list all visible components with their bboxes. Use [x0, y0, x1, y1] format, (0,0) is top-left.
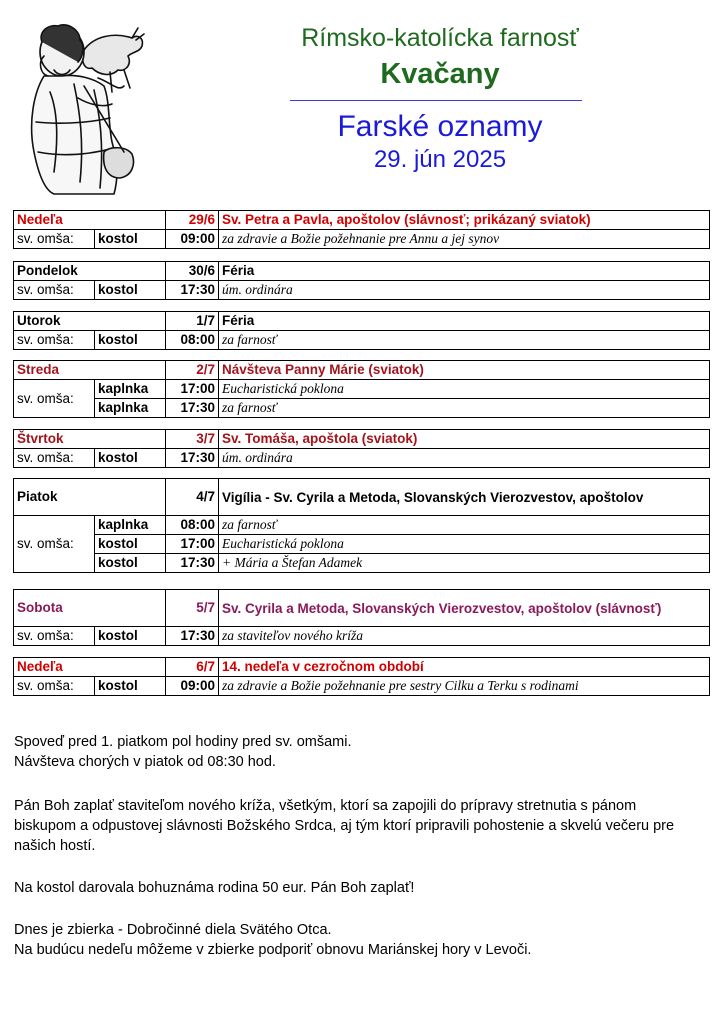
day-block-tuesday: [13, 311, 710, 350]
mass-intention: za zdravie a Božie požehnanie pre Annu a jej synov: [219, 230, 710, 249]
mass-time: 08:00: [166, 516, 219, 535]
thanks-note: Pán Boh zaplať staviteľom nového kríža, všetkým, ktorí sa zapojili do prípravy stretnutia s pánom biskupom a odpustovej slávnosti Božského Srdca, aj tým ktorí pripravili pohostenie a skvelú večeru pre našich hostí.: [14, 798, 675, 854]
mass-time: 17:00: [166, 380, 219, 399]
mass-intention: Eucharistická poklona: [219, 535, 710, 554]
day-date: 4/7: [166, 479, 219, 516]
mass-label: sv. omša:: [14, 627, 95, 646]
mass-label: sv. omša:: [14, 230, 95, 249]
mass-intention: za zdravie a Božie požehnanie pre sestry Cilku a Terku s rodinami: [219, 677, 710, 696]
mass-time: 09:00: [166, 230, 219, 249]
confession-note: Spoveď pred 1. piatkom pol hodiny pred sv. omšami.: [14, 734, 352, 750]
mass-label: sv. omša:: [14, 281, 95, 300]
day-name: Pondelok: [14, 262, 166, 281]
mass-label: sv. omša:: [14, 380, 95, 418]
mass-label: sv. omša:: [14, 331, 95, 350]
mass-intention: úm. ordinára: [219, 449, 710, 468]
mass-place: kostol: [95, 677, 166, 696]
day-feast: Vigília - Sv. Cyrila a Metoda, Slovanských Vierozvestov, apoštolov: [219, 479, 710, 516]
day-date: 5/7: [166, 590, 219, 627]
mass-intention: úm. ordinára: [219, 281, 710, 300]
mass-place: kostol: [95, 281, 166, 300]
mass-label: sv. omša:: [14, 677, 95, 696]
mass-label: sv. omša:: [14, 516, 95, 573]
day-name: Sobota: [14, 590, 166, 627]
mass-time: 17:30: [166, 627, 219, 646]
day-feast: 14. nedeľa v cezročnom období: [219, 658, 710, 677]
donation-note: Na kostol darovala bohuznáma rodina 50 eur. Pán Boh zaplať!: [14, 880, 415, 896]
collection-note: Dnes je zbierka - Dobročinné diela Svätého Otca.: [14, 922, 332, 938]
announcements-title: Farské oznamy: [337, 110, 543, 143]
mass-intention: za staviteľov nového kríža: [219, 627, 710, 646]
mass-place: kaplnka: [95, 399, 166, 418]
mass-time: 17:30: [166, 399, 219, 418]
day-name: Utorok: [14, 312, 166, 331]
mass-place: kostol: [95, 449, 166, 468]
day-date: 6/7: [166, 658, 219, 677]
mass-place: kostol: [95, 331, 166, 350]
mass-place: kostol: [95, 535, 166, 554]
sick-visit-note: Návšteva chorých v piatok od 08:30 hod.: [14, 754, 276, 770]
day-feast: Návšteva Panny Márie (sviatok): [219, 361, 710, 380]
day-name: Nedeľa: [14, 658, 166, 677]
day-date: 3/7: [166, 430, 219, 449]
next-collection-note: Na budúcu nedeľu môžeme v zbierke podporiť obnovu Mariánskej hory v Levoči.: [14, 942, 532, 958]
mass-time: 17:00: [166, 535, 219, 554]
day-date: 2/7: [166, 361, 219, 380]
header-divider: [290, 100, 582, 101]
day-name: Streda: [14, 361, 166, 380]
mass-intention: Eucharistická poklona: [219, 380, 710, 399]
mass-place: kostol: [95, 554, 166, 573]
day-block-thursday: [13, 429, 710, 468]
parish-name: Rímsko-katolícka farnosť: [301, 24, 579, 52]
day-name: Nedeľa: [14, 211, 166, 230]
day-block-wednesday: [13, 360, 710, 418]
day-block-saturday: [13, 589, 710, 646]
mass-intention: + Mária a Štefan Adamek: [219, 554, 710, 573]
announcements-date: 29. jún 2025: [373, 146, 507, 173]
day-name: Piatok: [14, 479, 166, 516]
mass-place: kaplnka: [95, 516, 166, 535]
mass-label: sv. omša:: [14, 449, 95, 468]
day-block-monday: [13, 261, 710, 300]
good-shepherd-with-lamb-icon: [14, 12, 149, 197]
mass-time: 17:30: [166, 449, 219, 468]
day-feast: Féria: [219, 262, 710, 281]
mass-intention: za farnosť: [219, 331, 710, 350]
day-feast: Féria: [219, 312, 710, 331]
mass-intention: za farnosť: [219, 516, 710, 535]
mass-time: 09:00: [166, 677, 219, 696]
day-block-sunday-6-7: [13, 657, 710, 696]
day-date: 29/6: [166, 211, 219, 230]
mass-time: 08:00: [166, 331, 219, 350]
mass-time: 17:30: [166, 281, 219, 300]
day-feast: Sv. Cyrila a Metoda, Slovanských Vierozvestov, apoštolov (slávnosť): [219, 590, 710, 627]
day-date: 1/7: [166, 312, 219, 331]
day-block-sunday-29-6: [13, 210, 710, 249]
mass-place: kaplnka: [95, 380, 166, 399]
day-feast: Sv. Tomáša, apoštola (sviatok): [219, 430, 710, 449]
mass-place: kostol: [95, 627, 166, 646]
day-name: Štvrtok: [14, 430, 166, 449]
day-block-friday: [13, 478, 710, 573]
village-name: Kvačany: [380, 58, 500, 90]
day-date: 30/6: [166, 262, 219, 281]
mass-intention: za farnosť: [219, 399, 710, 418]
day-feast: Sv. Petra a Pavla, apoštolov (slávnosť; prikázaný sviatok): [219, 211, 710, 230]
mass-place: kostol: [95, 230, 166, 249]
mass-time: 17:30: [166, 554, 219, 573]
